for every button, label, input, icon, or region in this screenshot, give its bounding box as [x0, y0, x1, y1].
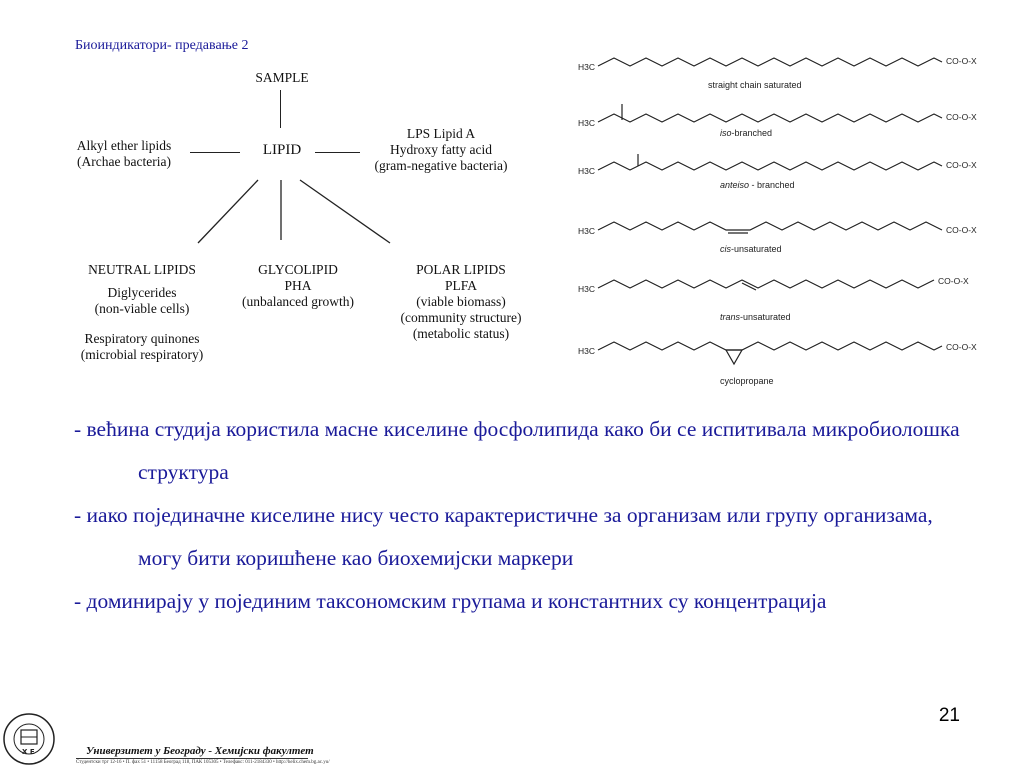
- svg-text:CO-O-X: CO-O-X: [946, 225, 977, 235]
- bullet-item: - доминирају у појединим таксономским групама и константних су концентрација: [74, 589, 827, 613]
- structure-cis-unsaturated: [578, 222, 977, 254]
- svg-text:Х Е: Х Е: [22, 748, 35, 756]
- lipid-diagram: [0, 0, 560, 400]
- glycolipid: [228, 262, 368, 310]
- branch-right: [300, 180, 390, 243]
- branch-left: [198, 180, 258, 243]
- left-branch-line-2: (Archae bacteria): [76, 154, 172, 169]
- footer-divider: [76, 758, 308, 759]
- polar-item: (metabolic status): [412, 326, 510, 341]
- glyco-title: GLYCOLIPID: [258, 262, 338, 277]
- neutral-item: Diglycerides: [107, 285, 177, 300]
- glyco-item: PHA: [284, 278, 312, 293]
- chain-line: [598, 162, 942, 170]
- svg-text:straight chain saturated: straight chain saturated: [708, 80, 802, 90]
- structure-straight-chain: [578, 56, 977, 90]
- svg-text:CO-O-X: CO-O-X: [946, 160, 977, 170]
- bullet-item: - већина студија користила масне киселине фосфолипида како би се испитивала микробиолошка структура: [74, 417, 960, 484]
- sample-label: SAMPLE: [255, 70, 309, 85]
- glyco-item: (unbalanced growth): [241, 294, 355, 309]
- structure-trans-unsaturated: [578, 276, 969, 322]
- footer-address: Студентски трг 12-16 • П. фах 51 • 11158 Београд 118, ПАК 105305 • Телефакс: 011-2184330 • http://helix.chem.bg.ac.yu/: [76, 760, 330, 765]
- structure-iso-branched: [578, 104, 977, 138]
- svg-text:CO-O-X: CO-O-X: [938, 276, 969, 286]
- polar-item: (viable biomass): [416, 294, 506, 309]
- lipid-label: LIPID: [262, 142, 302, 158]
- logo-seal-icon: [2, 712, 56, 766]
- neutral-item: (non-viable cells): [94, 301, 190, 316]
- svg-text:H3C: H3C: [578, 62, 596, 72]
- svg-text:H3C: H3C: [578, 118, 596, 128]
- university-logo: [2, 712, 56, 766]
- fatty-acid-svg: [570, 50, 990, 400]
- cyclopropane-ring: [726, 350, 742, 364]
- page-number: 21: [938, 705, 960, 726]
- neutral-item: Respiratory quinones: [84, 331, 200, 346]
- neutral-title: NEUTRAL LIPIDS: [88, 262, 196, 277]
- svg-text:H3C: H3C: [578, 226, 596, 236]
- svg-text:cyclopropane: cyclopropane: [720, 376, 774, 386]
- svg-text:cis-unsaturated: cis-unsaturated: [720, 244, 782, 254]
- svg-text:anteiso - branched: anteiso - branched: [720, 180, 795, 190]
- chain-line: [598, 222, 942, 230]
- bullet-item: - иако појединачне киселине нису често карактеристичне за организам или групу организама, могу бити коришћене као биохемијски маркери: [74, 503, 933, 570]
- right-branch-line-3: (gram-negative bacteria): [374, 158, 508, 173]
- polar-item: (community structure): [400, 310, 522, 325]
- svg-text:CO-O-X: CO-O-X: [946, 342, 977, 352]
- polar-item: PLFA: [444, 278, 477, 293]
- right-branch-line-1: LPS Lipid A: [406, 126, 476, 141]
- polar-lipids: [388, 262, 534, 342]
- neutral-item: (microbial respiratory): [80, 347, 204, 362]
- svg-text:trans-unsaturated: trans-unsaturated: [720, 312, 791, 322]
- svg-text:iso-branched: iso-branched: [720, 128, 773, 138]
- bullet-list: [74, 408, 974, 623]
- svg-text:CO-O-X: CO-O-X: [946, 56, 977, 66]
- structure-cyclopropane: [578, 342, 977, 386]
- svg-text:H3C: H3C: [578, 346, 596, 356]
- chain-line: [598, 58, 942, 66]
- chain-line: [598, 342, 942, 350]
- polar-title: POLAR LIPIDS: [416, 262, 506, 277]
- right-branch-line-2: Hydroxy fatty acid: [390, 142, 492, 157]
- svg-text:H3C: H3C: [578, 166, 596, 176]
- svg-text:H3C: H3C: [578, 284, 596, 294]
- chain-line: [598, 114, 942, 122]
- fatty-acid-structures: [570, 50, 990, 400]
- chain-line: [598, 280, 934, 288]
- left-branch-line-1: Alkyl ether lipids: [76, 138, 172, 153]
- svg-text:CO-O-X: CO-O-X: [946, 112, 977, 122]
- neutral-lipids: [72, 262, 212, 363]
- footer-title: Универзитет у Београду - Хемијски факултет: [86, 745, 314, 757]
- structure-anteiso-branched: [578, 154, 977, 190]
- slide-header: Биоиндикатори- предавање 2: [75, 38, 249, 53]
